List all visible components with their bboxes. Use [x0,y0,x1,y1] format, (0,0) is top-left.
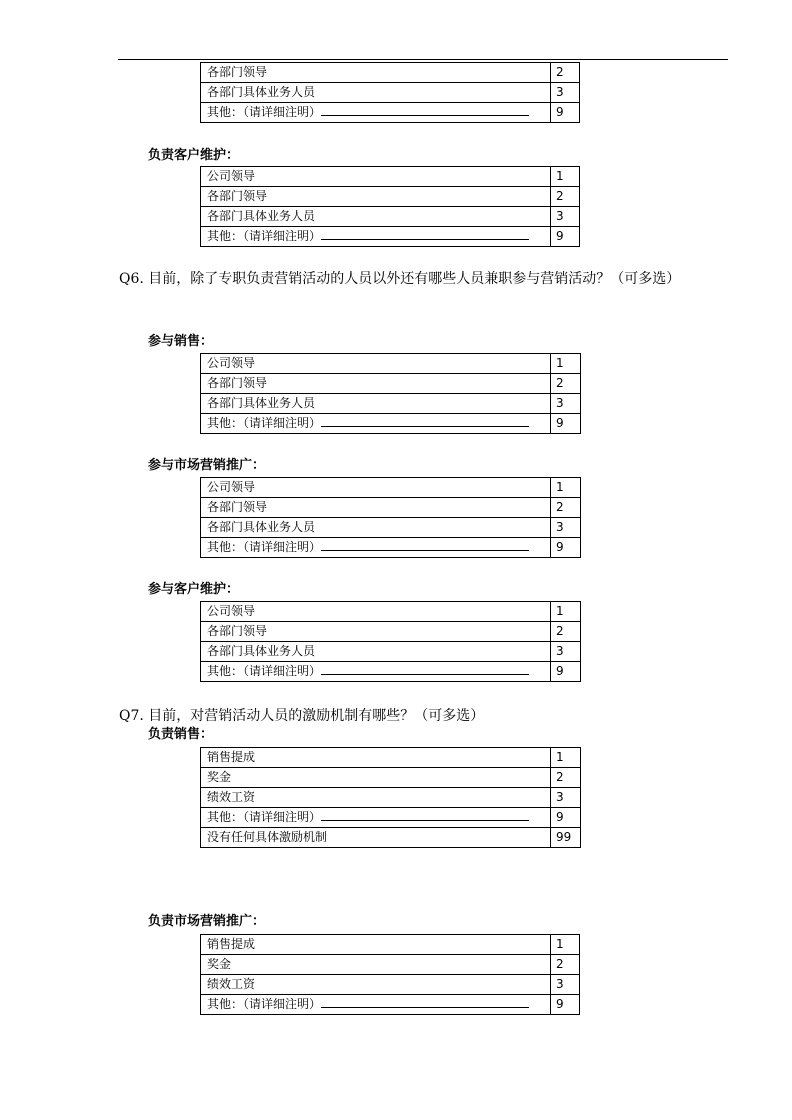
option-code: 1 [551,167,580,187]
option-label: 各部门具体业务人员 [201,642,551,662]
option-label: 各部门领导 [201,498,551,518]
option-code: 1 [551,748,581,768]
option-label: 公司领导 [201,167,551,187]
option-code: 9 [551,808,581,828]
option-label: 公司领导 [201,602,551,622]
option-code: 3 [551,642,581,662]
table-row [201,808,581,828]
fill-in-blank[interactable] [321,538,529,551]
section-title-sales-participation: 参与销售： [148,334,214,349]
option-code: 9 [551,995,580,1015]
option-code: 9 [551,227,580,247]
table-row [201,975,580,995]
fill-in-blank[interactable] [321,808,529,821]
option-label: 其他：（请详细注明） [201,227,551,247]
option-code: 2 [551,622,581,642]
option-code: 1 [551,935,580,955]
table-row [201,167,580,187]
option-label: 绩效工资 [201,975,551,995]
section-title-customer-maintenance: 负责客户维护： [148,148,240,163]
option-label: 各部门领导 [201,374,551,394]
table-row [201,207,580,227]
question-q7: Q7. 目前，对营销活动人员的激励机制有哪些？（可多选） [119,708,485,724]
option-label: 其他：（请详细注明） [201,808,551,828]
option-code: 3 [551,83,580,103]
option-code: 2 [551,374,581,394]
option-table-incentive-sales [200,747,581,848]
option-code: 2 [551,498,581,518]
option-code: 3 [551,394,581,414]
table-row [201,498,581,518]
table-row [201,748,581,768]
option-label: 其他：（请详细注明） [201,103,551,123]
table-row [201,828,581,848]
option-code: 1 [551,354,581,374]
option-label: 奖金 [201,955,551,975]
option-code: 3 [551,975,580,995]
option-code: 1 [551,478,581,498]
table-row [201,538,581,558]
question-q6: Q6. 目前，除了专职负责营销活动的人员以外还有哪些人员兼职参与营销活动？（可多选） [119,271,681,287]
option-code: 2 [551,768,581,788]
option-label: 没有任何具体激励机制 [201,828,551,848]
option-code: 9 [551,103,580,123]
option-table-customer-maintenance [200,166,580,247]
table-row [201,478,581,498]
option-table-continued [200,62,580,123]
option-code: 9 [551,538,581,558]
table-row [201,662,581,682]
option-code: 2 [551,63,580,83]
option-label: 各部门具体业务人员 [201,207,551,227]
table-row [201,518,581,538]
option-label: 公司领导 [201,478,551,498]
option-label: 其他：（请详细注明） [201,995,551,1015]
table-row [201,642,581,662]
option-code: 99 [551,828,581,848]
option-code: 9 [551,414,581,434]
section-title-incentive-marketing: 负责市场营销推广： [148,914,266,929]
option-label: 销售提成 [201,935,551,955]
option-label: 其他：（请详细注明） [201,538,551,558]
fill-in-blank[interactable] [321,414,529,427]
option-code: 3 [551,788,581,808]
option-label: 其他：（请详细注明） [201,662,551,682]
option-label: 各部门具体业务人员 [201,394,551,414]
table-row [201,602,581,622]
table-row [201,394,581,414]
option-label: 各部门领导 [201,63,551,83]
option-label: 销售提成 [201,748,551,768]
fill-in-blank[interactable] [321,995,529,1008]
option-table-incentive-marketing [200,934,580,1015]
table-row [201,374,581,394]
option-label: 各部门领导 [201,622,551,642]
option-label: 各部门具体业务人员 [201,518,551,538]
option-label: 其他：（请详细注明） [201,414,551,434]
option-table-marketing-promotion [200,477,581,558]
table-row [201,995,580,1015]
option-table-customer-participation [200,601,581,682]
section-title-incentive-sales: 负责销售： [148,727,214,742]
option-code: 2 [551,187,580,207]
option-label: 各部门具体业务人员 [201,83,551,103]
table-row [201,103,580,123]
option-code: 2 [551,955,580,975]
option-code: 1 [551,602,581,622]
table-row [201,622,581,642]
option-code: 3 [551,518,581,538]
table-row [201,187,580,207]
table-row [201,935,580,955]
option-label: 绩效工资 [201,788,551,808]
option-label: 各部门领导 [201,187,551,207]
table-row [201,955,580,975]
table-row [201,227,580,247]
option-code: 3 [551,207,580,227]
header-rule [118,59,728,60]
fill-in-blank[interactable] [321,103,529,116]
section-title-customer-participation: 参与客户维护： [148,582,240,597]
table-row [201,83,580,103]
option-label: 奖金 [201,768,551,788]
section-title-marketing-promotion: 参与市场营销推广： [148,458,266,473]
table-row [201,63,580,83]
table-row [201,414,581,434]
option-code: 9 [551,662,581,682]
option-table-sales-participation [200,353,581,434]
fill-in-blank[interactable] [321,662,529,675]
table-row [201,788,581,808]
table-row [201,354,581,374]
table-row [201,768,581,788]
option-label: 公司领导 [201,354,551,374]
fill-in-blank[interactable] [321,227,529,240]
